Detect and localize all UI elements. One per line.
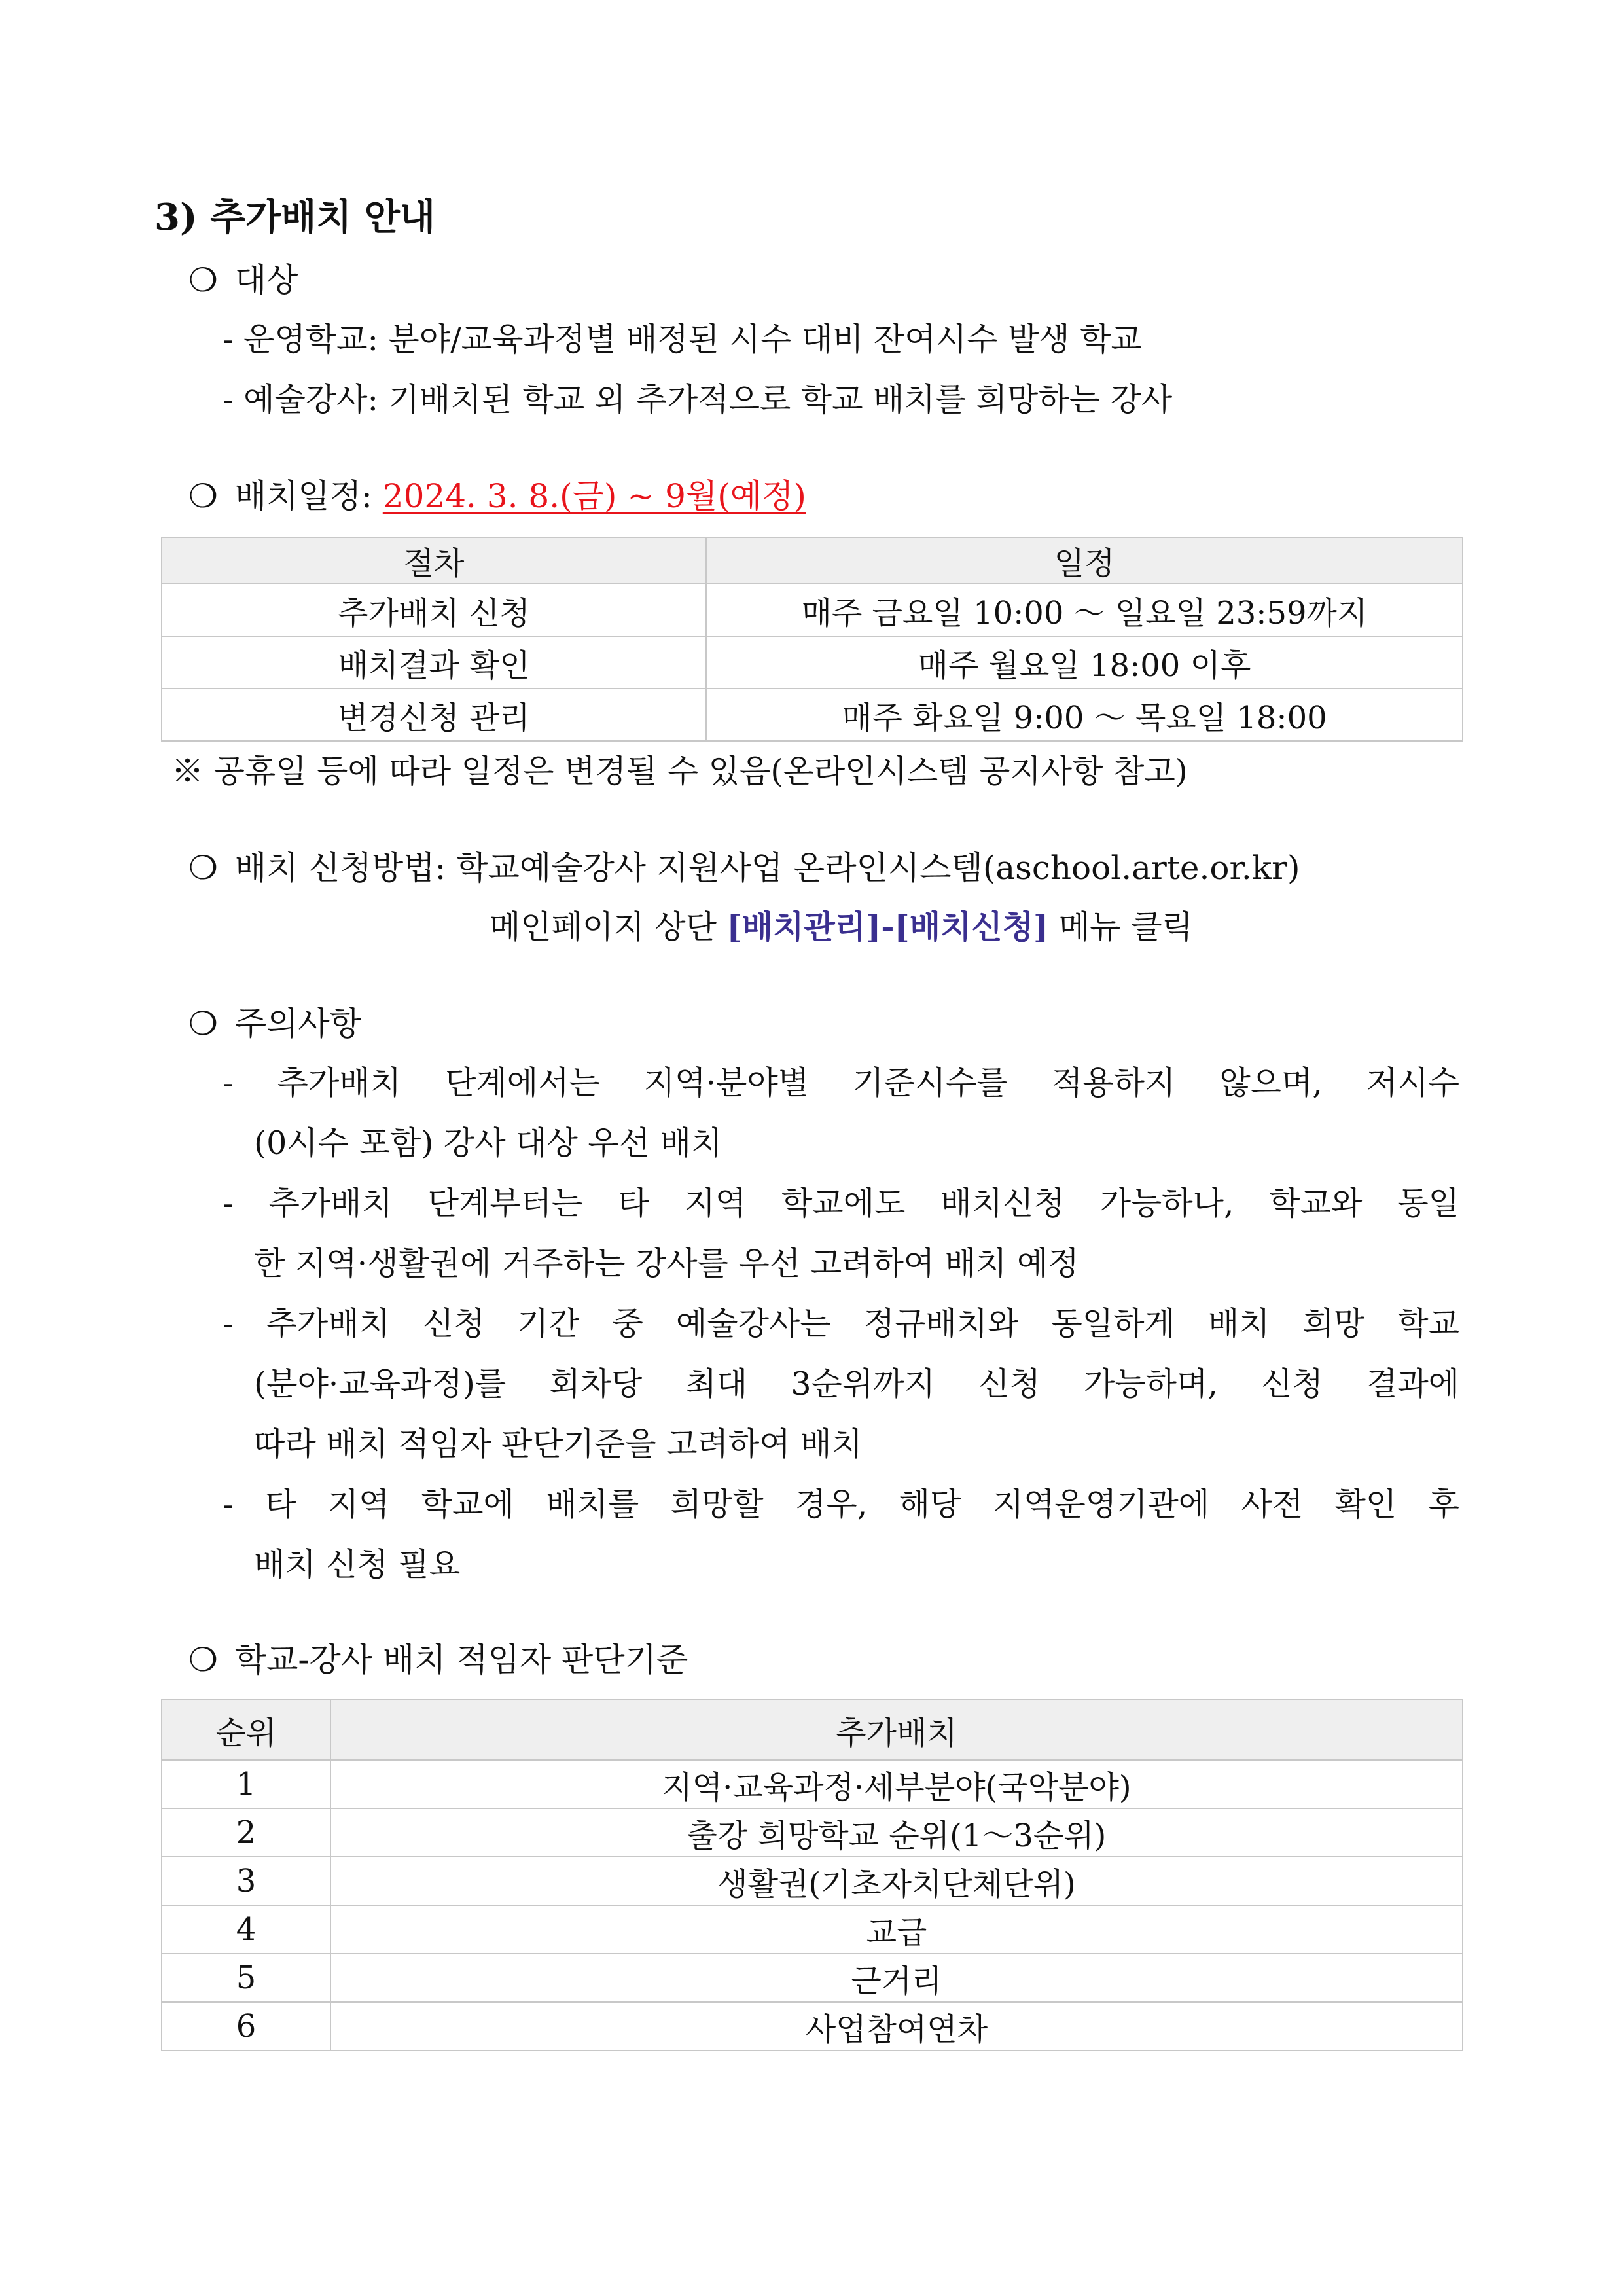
method-line-2: [490, 902, 1193, 948]
table-row: [162, 2002, 1463, 2051]
circle-bullet-icon: ❍: [188, 477, 218, 515]
caution-line: - 타 지역 학교에 배치를 희망할 경우, 해당 지역운영기관에 사전 확인 후: [223, 1486, 1459, 1523]
target-item-instructor: - 예술강사: 기배치된 학교 외 추가적으로 학교 배치를 희망하는 강사: [223, 381, 1173, 418]
target-heading-row: [188, 254, 298, 301]
criteria-cell-value: 지역·교육과정·세부분야(국악분야): [330, 1760, 1463, 1808]
table-row: [162, 584, 1463, 636]
method-menu-path: [배치관리]-[배치신청]: [726, 908, 1049, 946]
schedule-cell-date: 매주 화요일 9:00 ～ 목요일 18:00: [706, 689, 1463, 741]
schedule-cell-date: 매주 금요일 10:00 ～ 일요일 23:59까지: [706, 584, 1463, 636]
section-title: 3) 추가배치 안내: [154, 196, 436, 239]
criteria-cell-rank: 1: [162, 1760, 330, 1808]
criteria-cell-rank: 2: [162, 1808, 330, 1857]
method-text: 배치 신청방법: 학교예술강사 지원사업 온라인시스템(aschool.arte.or.kr): [234, 849, 1300, 887]
schedule-cell-step: 변경신청 관리: [162, 689, 706, 741]
criteria-heading-row: [188, 1634, 688, 1681]
cautions-heading-row: [188, 997, 361, 1045]
caution-line: 따라 배치 적임자 판단기준을 고려하여 배치: [254, 1426, 863, 1463]
table-row: [162, 1954, 1463, 2002]
criteria-cell-rank: 3: [162, 1857, 330, 1905]
table-row: [162, 689, 1463, 741]
criteria-cell-value: 생활권(기초자치단체단위): [330, 1857, 1463, 1905]
table-row: [162, 636, 1463, 689]
caution-line: (0시수 포함) 강사 대상 우선 배치: [254, 1124, 722, 1162]
criteria-cell-rank: 4: [162, 1905, 330, 1954]
criteria-cell-value: 사업참여연차: [330, 2002, 1463, 2051]
schedule-table-header: [162, 537, 1463, 584]
criteria-cell-value: 교급: [330, 1905, 1463, 1954]
schedule-header-step: 절차: [162, 537, 706, 584]
table-row: [162, 1760, 1463, 1808]
table-row: [162, 1857, 1463, 1905]
target-item-school: - 운영학교: 분야/교육과정별 배정된 시수 대비 잔여시수 발생 학교: [223, 321, 1142, 358]
caution-line: (분야·교육과정)를 회차당 최대 3순위까지 신청 가능하며, 신청 결과에: [254, 1365, 1459, 1403]
criteria-cell-rank: 6: [162, 2002, 330, 2051]
criteria-cell-value: 출강 희망학교 순위(1～3순위): [330, 1808, 1463, 1857]
schedule-heading-prefix: 배치일정:: [234, 477, 383, 515]
method-menu-suffix: 메뉴 클릭: [1048, 908, 1193, 946]
criteria-heading: 학교-강사 배치 적임자 판단기준: [234, 1641, 688, 1679]
circle-bullet-icon: ❍: [188, 1641, 218, 1679]
cautions-heading: 주의사항: [234, 1005, 362, 1043]
schedule-cell-step: 배치결과 확인: [162, 636, 706, 689]
criteria-cell-rank: 5: [162, 1954, 330, 2002]
schedule-header-date: 일정: [706, 537, 1463, 584]
schedule-cell-date: 매주 월요일 18:00 이후: [706, 636, 1463, 689]
table-row: [162, 1905, 1463, 1954]
circle-bullet-icon: ❍: [188, 1005, 218, 1043]
method-menu-prefix: 메인페이지 상단: [490, 908, 727, 946]
criteria-header-additional: 추가배치: [330, 1700, 1463, 1760]
schedule-table: [161, 537, 1463, 742]
target-heading: 대상: [234, 261, 298, 299]
circle-bullet-icon: ❍: [188, 261, 218, 299]
schedule-heading-row: [188, 470, 806, 517]
caution-line: 한 지역·생활권에 거주하는 강사를 우선 고려하여 배치 예정: [254, 1245, 1079, 1282]
criteria-table: [161, 1699, 1463, 2051]
schedule-heading-date: 2024. 3. 8.(금) ~ 9월(예정): [382, 477, 806, 515]
table-row: [162, 1808, 1463, 1857]
criteria-header-rank: 순위: [162, 1700, 330, 1760]
criteria-table-header: [162, 1700, 1463, 1760]
method-line-1: [188, 842, 1300, 889]
circle-bullet-icon: ❍: [188, 849, 218, 887]
caution-line: - 추가배치 신청 기간 중 예술강사는 정규배치와 동일하게 배치 희망 학교: [223, 1305, 1459, 1342]
schedule-note: ※ 공휴일 등에 따라 일정은 변경될 수 있음(온라인시스템 공지사항 참고): [171, 753, 1188, 790]
caution-line: 배치 신청 필요: [254, 1546, 461, 1583]
caution-line: - 추가배치 단계에서는 지역·분야별 기준시수를 적용하지 않으며, 저시수: [223, 1064, 1459, 1102]
schedule-cell-step: 추가배치 신청: [162, 584, 706, 636]
criteria-cell-value: 근거리: [330, 1954, 1463, 2002]
caution-line: - 추가배치 단계부터는 타 지역 학교에도 배치신청 가능하나, 학교와 동일: [223, 1185, 1459, 1222]
